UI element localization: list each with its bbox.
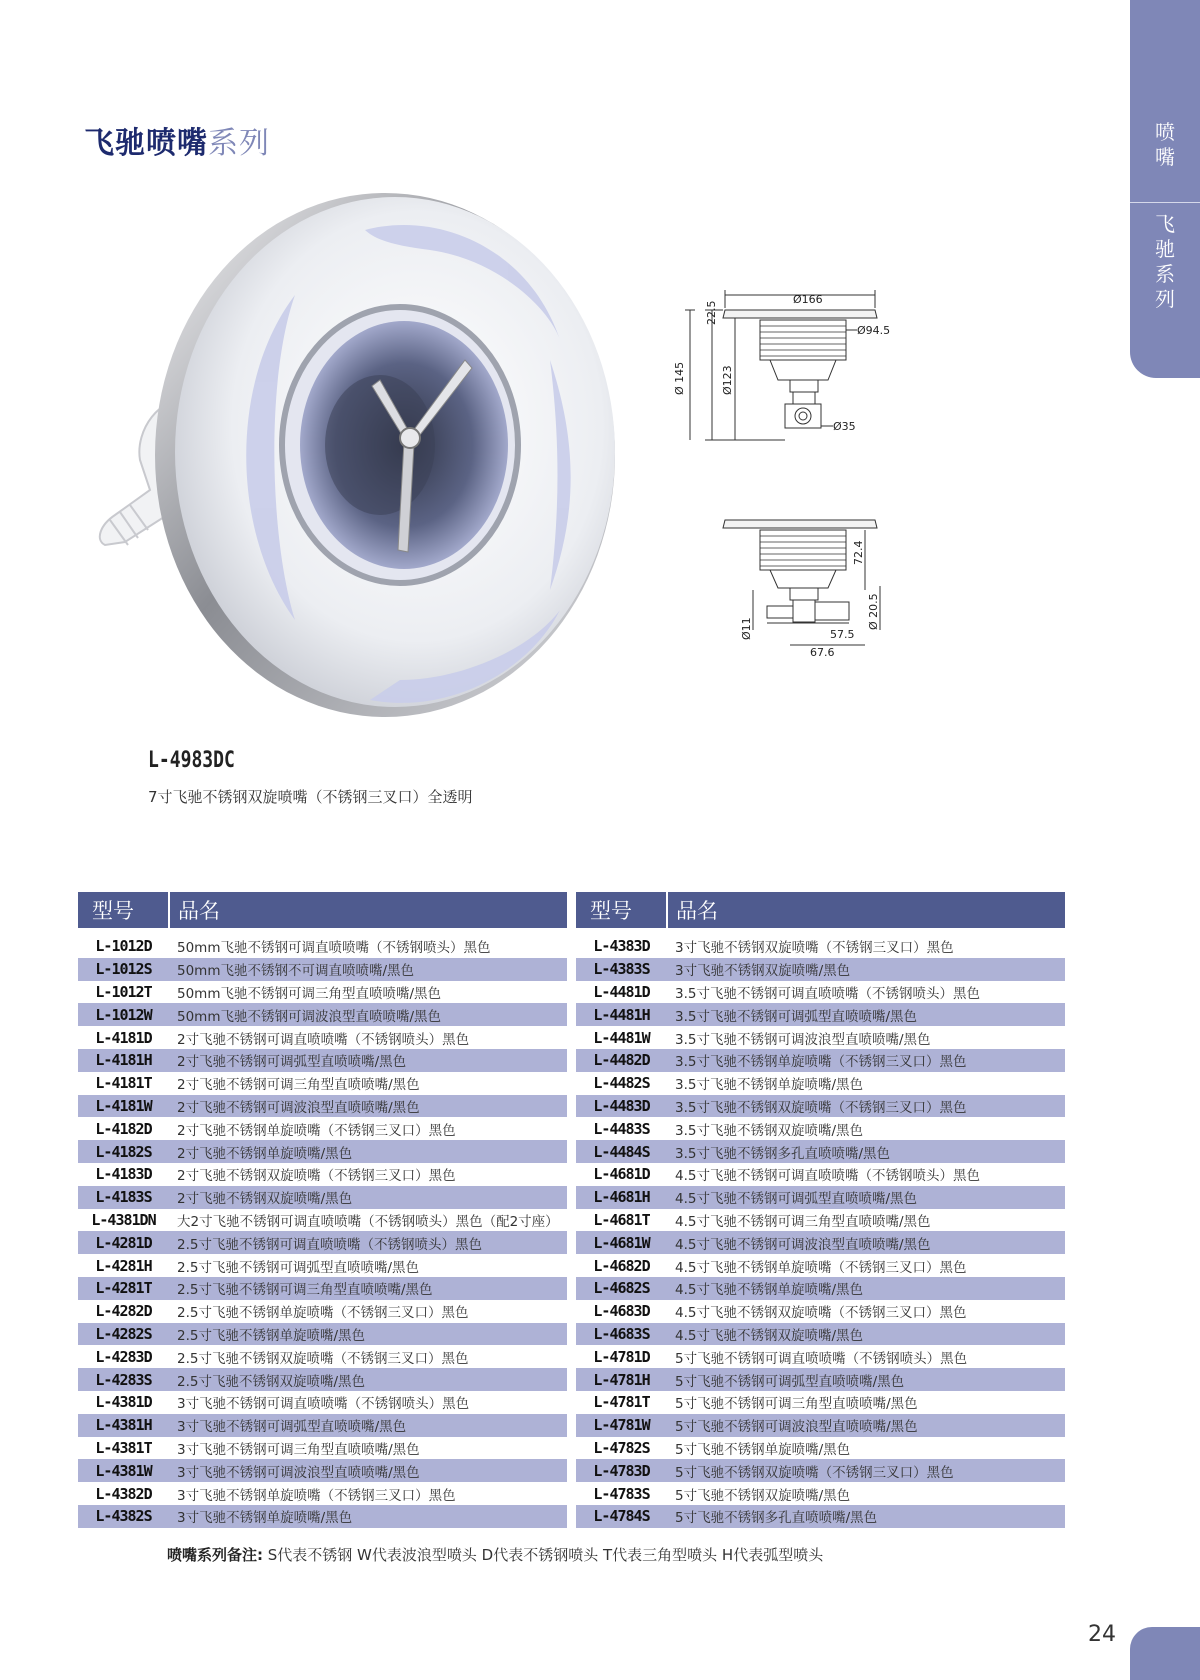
model-code: L-4182D	[95, 1119, 152, 1138]
model-code: L-4781T	[593, 1393, 650, 1412]
series-footnote	[167, 1544, 823, 1565]
dim-d20-5: Ø 20.5	[867, 593, 880, 630]
product-name: 3寸飞驰不锈钢可调波浪型直喷喷嘴/黑色	[169, 1459, 567, 1482]
product-name: 5寸飞驰不锈钢可调直喷喷嘴（不锈钢喷头）黑色	[675, 1350, 968, 1367]
table-row	[78, 1186, 567, 1209]
model-code: L-4482S	[593, 1074, 650, 1093]
model-code: L-1012T	[95, 982, 152, 1001]
product-name: 50mm飞驰不锈钢可调波浪型直喷喷嘴/黑色	[169, 1003, 567, 1026]
dim-h123: Ø123	[721, 365, 734, 395]
product-name: 3寸飞驰不锈钢双旋喷嘴（不锈钢三叉口）黑色	[675, 940, 954, 957]
product-name: 2寸飞驰不锈钢单旋喷嘴（不锈钢三叉口）黑色	[177, 1122, 456, 1139]
product-name: 5寸飞驰不锈钢可调弧型直喷喷嘴/黑色	[667, 1368, 1065, 1391]
model-code: L-1012D	[95, 937, 152, 956]
product-name: 4.5寸飞驰不锈钢双旋喷嘴（不锈钢三叉口）黑色	[675, 1305, 967, 1322]
dim-d35: Ø35	[833, 420, 856, 433]
table-row	[576, 1163, 1065, 1186]
product-image	[80, 190, 620, 730]
page-title-suffix: 系列	[208, 126, 270, 161]
product-name: 4.5寸飞驰不锈钢可调三角型直喷喷嘴/黑色	[675, 1213, 931, 1230]
table-row	[576, 1072, 1065, 1095]
model-code: L-4181W	[78, 1095, 169, 1118]
product-name: 4.5寸飞驰不锈钢单旋喷嘴（不锈钢三叉口）黑色	[675, 1259, 967, 1276]
dim-d94-5: Ø94.5	[857, 324, 891, 337]
table-row	[576, 1254, 1065, 1277]
table-row	[576, 981, 1065, 1004]
product-name: 2寸飞驰不锈钢可调弧型直喷喷嘴/黑色	[169, 1049, 567, 1072]
model-code: L-4781H	[576, 1368, 667, 1391]
table-row	[576, 1345, 1065, 1368]
product-name: 3.5寸飞驰不锈钢单旋喷嘴（不锈钢三叉口）黑色	[667, 1049, 1065, 1072]
model-code: L-4781W	[576, 1414, 667, 1437]
table-row	[78, 1117, 567, 1140]
product-name: 3寸飞驰不锈钢可调三角型直喷喷嘴/黑色	[177, 1441, 420, 1458]
footnote-text: S代表不锈钢 W代表波浪型喷头 D代表不锈钢喷头 T代表三角型喷头 H代表弧型喷头	[263, 1546, 824, 1564]
model-code: L-4381T	[95, 1438, 152, 1457]
product-name: 5寸飞驰不锈钢双旋喷嘴（不锈钢三叉口）黑色	[667, 1459, 1065, 1482]
product-name: 4.5寸飞驰不锈钢可调弧型直喷喷嘴/黑色	[667, 1186, 1065, 1209]
dim-d166: Ø166	[793, 293, 823, 306]
model-code: L-4281D	[78, 1231, 169, 1254]
table-row	[576, 1368, 1065, 1391]
product-name: 4.5寸飞驰不锈钢可调直喷喷嘴（不锈钢喷头）黑色	[675, 1168, 980, 1185]
table-row	[576, 1209, 1065, 1232]
product-name: 2.5寸飞驰不锈钢单旋喷嘴（不锈钢三叉口）黑色	[177, 1305, 469, 1322]
product-name: 2寸飞驰不锈钢单旋喷嘴/黑色	[169, 1140, 567, 1163]
model-code: L-4681T	[593, 1210, 650, 1229]
technical-drawing	[673, 290, 975, 710]
table-row	[78, 981, 567, 1004]
dim-w67-6: 67.6	[810, 646, 835, 659]
table-row	[576, 1049, 1065, 1072]
product-name: 3寸飞驰不锈钢双旋喷嘴/黑色	[667, 958, 1065, 981]
model-code: L-4481W	[593, 1028, 650, 1047]
product-name: 2.5寸飞驰不锈钢单旋喷嘴/黑色	[169, 1323, 567, 1346]
dim-w57-5: 57.5	[830, 628, 855, 641]
table-row	[78, 1254, 567, 1277]
model-code: L-4282S	[78, 1323, 169, 1346]
model-code: L-4783S	[593, 1484, 650, 1503]
model-code: L-4682D	[593, 1256, 650, 1275]
table-row	[78, 1459, 567, 1482]
product-name: 3寸飞驰不锈钢单旋喷嘴（不锈钢三叉口）黑色	[177, 1487, 456, 1504]
header-model: 型号	[78, 892, 169, 928]
featured-model-code: L-4983DC	[148, 748, 235, 773]
table-row	[576, 1003, 1065, 1026]
table-row	[576, 1323, 1065, 1346]
model-code: L-4381W	[78, 1459, 169, 1482]
model-code: L-4182S	[78, 1140, 169, 1163]
product-name: 2寸飞驰不锈钢可调波浪型直喷喷嘴/黑色	[169, 1095, 567, 1118]
table-row	[78, 1049, 567, 1072]
table-row	[576, 1300, 1065, 1323]
model-code: L-4281H	[95, 1256, 152, 1275]
page-title	[84, 118, 270, 162]
table-row	[78, 1163, 567, 1186]
product-name: 4.5寸飞驰不锈钢单旋喷嘴/黑色	[667, 1277, 1065, 1300]
model-code: L-4483S	[593, 1119, 650, 1138]
model-code: L-4682S	[576, 1277, 667, 1300]
table-spacer	[576, 928, 1065, 935]
model-code: L-4282D	[95, 1302, 152, 1321]
dim-h22-5: 22.5	[705, 300, 718, 325]
section-tab-divider	[1130, 202, 1200, 203]
header-name: 品名	[667, 892, 1065, 928]
product-name: 5寸飞驰不锈钢单旋喷嘴/黑色	[675, 1441, 851, 1458]
model-code: L-4382D	[95, 1484, 152, 1503]
model-code: L-4484S	[576, 1140, 667, 1163]
model-code: L-4183D	[95, 1165, 152, 1184]
page-title-main: 飞驰喷嘴	[84, 126, 208, 161]
table-row	[576, 1437, 1065, 1460]
product-name: 5寸飞驰不锈钢可调三角型直喷喷嘴/黑色	[675, 1396, 918, 1413]
header-model: 型号	[576, 892, 667, 928]
header-name: 品名	[169, 892, 567, 928]
product-name: 大2寸飞驰不锈钢可调直喷喷嘴（不锈钢喷头）黑色（配2寸座）	[177, 1213, 559, 1230]
table-header	[78, 892, 567, 928]
model-code: L-4283D	[95, 1347, 152, 1366]
table-row	[78, 1482, 567, 1505]
model-code: L-4482D	[576, 1049, 667, 1072]
table-row	[78, 958, 567, 981]
model-code: L-4381D	[95, 1393, 152, 1412]
table-row	[576, 1095, 1065, 1118]
model-code: L-4683S	[576, 1323, 667, 1346]
table-row	[78, 1505, 567, 1528]
model-code: L-4381H	[78, 1414, 169, 1437]
model-code: L-4783D	[576, 1459, 667, 1482]
product-name: 2寸飞驰不锈钢双旋喷嘴（不锈钢三叉口）黑色	[177, 1168, 456, 1185]
table-row	[78, 1026, 567, 1049]
model-code: L-4383S	[576, 958, 667, 981]
model-code: L-4383D	[593, 937, 650, 956]
product-name: 3.5寸飞驰不锈钢多孔直喷喷嘴/黑色	[667, 1140, 1065, 1163]
table-row	[576, 1459, 1065, 1482]
dim-d11: Ø11	[740, 617, 753, 640]
table-row	[576, 1117, 1065, 1140]
model-code: L-4481D	[593, 982, 650, 1001]
product-name: 50mm飞驰不锈钢可调直喷喷嘴（不锈钢喷头）黑色	[177, 940, 491, 957]
table-row	[78, 1231, 567, 1254]
table-header	[576, 892, 1065, 928]
product-name: 5寸飞驰不锈钢多孔直喷喷嘴/黑色	[667, 1505, 1065, 1528]
model-code: L-4481H	[576, 1003, 667, 1026]
product-name: 2.5寸飞驰不锈钢双旋喷嘴（不锈钢三叉口）黑色	[177, 1350, 469, 1367]
table-row	[576, 1414, 1065, 1437]
model-code: L-1012W	[78, 1003, 169, 1026]
table-row	[78, 1277, 567, 1300]
product-name: 3.5寸飞驰不锈钢可调弧型直喷喷嘴/黑色	[667, 1003, 1065, 1026]
product-name: 50mm飞驰不锈钢可调三角型直喷喷嘴/黑色	[177, 985, 442, 1002]
product-name: 50mm飞驰不锈钢不可调直喷喷嘴/黑色	[169, 958, 567, 981]
product-name: 2.5寸飞驰不锈钢可调三角型直喷喷嘴/黑色	[169, 1277, 567, 1300]
table-row	[78, 1209, 567, 1232]
table-row	[78, 1323, 567, 1346]
section-tab-series: 飞 驰 系 列	[1155, 212, 1175, 311]
table-row	[576, 1186, 1065, 1209]
product-name: 4.5寸飞驰不锈钢双旋喷嘴/黑色	[667, 1323, 1065, 1346]
table-row	[576, 1231, 1065, 1254]
table-row	[576, 958, 1065, 981]
model-code: L-4181H	[78, 1049, 169, 1072]
model-code: L-4681D	[593, 1165, 650, 1184]
footnote-label: 喷嘴系列备注:	[167, 1546, 263, 1564]
table-row	[78, 1140, 567, 1163]
section-tab	[1130, 0, 1200, 378]
product-name: 3.5寸飞驰不锈钢可调波浪型直喷喷嘴/黑色	[675, 1031, 931, 1048]
table-row	[78, 1345, 567, 1368]
product-name: 2寸飞驰不锈钢双旋喷嘴/黑色	[169, 1186, 567, 1209]
model-code: L-4283S	[78, 1368, 169, 1391]
model-code: L-4681W	[576, 1231, 667, 1254]
table-row	[576, 1277, 1065, 1300]
model-code: L-4781D	[593, 1347, 650, 1366]
model-code: L-4681H	[576, 1186, 667, 1209]
table-row	[78, 1437, 567, 1460]
table-spacer	[78, 928, 567, 935]
product-name: 2寸飞驰不锈钢可调三角型直喷喷嘴/黑色	[177, 1077, 420, 1094]
model-code: L-1012S	[78, 958, 169, 981]
product-name: 3.5寸飞驰不锈钢双旋喷嘴/黑色	[675, 1122, 864, 1139]
product-name: 2.5寸飞驰不锈钢可调直喷喷嘴（不锈钢喷头）黑色	[169, 1231, 567, 1254]
table-row	[78, 1300, 567, 1323]
product-name: 2寸飞驰不锈钢可调直喷喷嘴（不锈钢喷头）黑色	[177, 1031, 470, 1048]
table-row	[78, 1391, 567, 1414]
model-code: L-4784S	[576, 1505, 667, 1528]
table-row	[576, 1505, 1065, 1528]
table-row	[78, 935, 567, 958]
product-table-left	[78, 892, 567, 1528]
product-name: 4.5寸飞驰不锈钢可调波浪型直喷喷嘴/黑色	[667, 1231, 1065, 1254]
dim-h145: Ø 145	[673, 361, 686, 395]
page-number: 24	[1088, 1622, 1116, 1647]
model-code: L-4181D	[95, 1028, 152, 1047]
product-name: 3.5寸飞驰不锈钢可调直喷喷嘴（不锈钢喷头）黑色	[675, 985, 980, 1002]
model-code: L-4483D	[576, 1095, 667, 1118]
product-name: 3.5寸飞驰不锈钢双旋喷嘴（不锈钢三叉口）黑色	[667, 1095, 1065, 1118]
product-table-right	[576, 892, 1065, 1528]
product-name: 5寸飞驰不锈钢可调波浪型直喷喷嘴/黑色	[667, 1414, 1065, 1437]
model-code: L-4782S	[593, 1438, 650, 1457]
model-code: L-4281T	[78, 1277, 169, 1300]
table-row	[576, 1026, 1065, 1049]
model-code: L-4382S	[78, 1505, 169, 1528]
model-code: L-4381DN	[91, 1210, 156, 1229]
model-code: L-4181T	[95, 1074, 152, 1093]
product-name: 3.5寸飞驰不锈钢单旋喷嘴/黑色	[675, 1077, 864, 1094]
table-row	[576, 935, 1065, 958]
product-name: 5寸飞驰不锈钢双旋喷嘴/黑色	[675, 1487, 851, 1504]
model-code: L-4683D	[593, 1302, 650, 1321]
product-name: 3寸飞驰不锈钢可调弧型直喷喷嘴/黑色	[169, 1414, 567, 1437]
product-name: 2.5寸飞驰不锈钢双旋喷嘴/黑色	[169, 1368, 567, 1391]
table-row	[576, 1482, 1065, 1505]
page-tab	[1130, 1627, 1200, 1680]
table-row	[576, 1391, 1065, 1414]
dim-h72-4: 72.4	[852, 540, 865, 565]
table-row	[78, 1003, 567, 1026]
model-code: L-4183S	[78, 1186, 169, 1209]
section-tab-category: 喷 嘴	[1155, 120, 1175, 169]
table-row	[576, 1140, 1065, 1163]
featured-model-description: 7寸飞驰不锈钢双旋喷嘴（不锈钢三叉口）全透明	[148, 788, 473, 806]
product-name: 3寸飞驰不锈钢可调直喷喷嘴（不锈钢喷头）黑色	[177, 1396, 470, 1413]
table-row	[78, 1414, 567, 1437]
product-name: 2.5寸飞驰不锈钢可调弧型直喷喷嘴/黑色	[177, 1259, 420, 1276]
table-row	[78, 1368, 567, 1391]
table-row	[78, 1072, 567, 1095]
table-row	[78, 1095, 567, 1118]
product-name: 3寸飞驰不锈钢单旋喷嘴/黑色	[169, 1505, 567, 1528]
